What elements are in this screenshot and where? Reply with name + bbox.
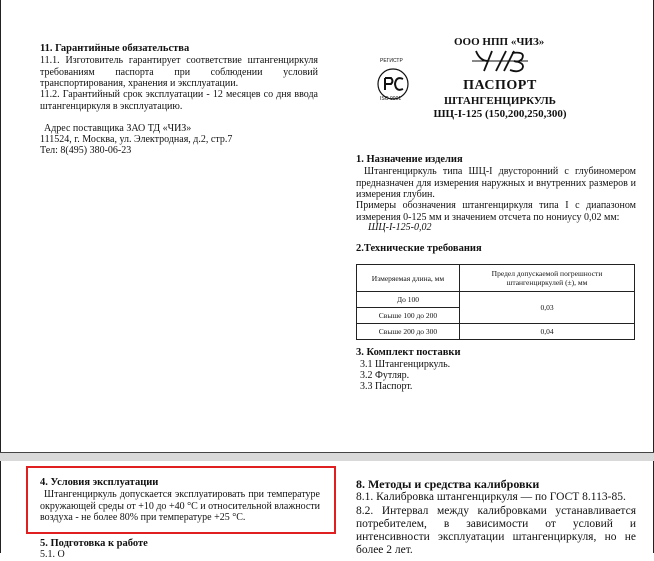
section5-text: 5.1. О xyxy=(40,549,65,560)
cert-top-label: РЕГИСТР xyxy=(380,58,403,64)
operating-conditions-paragraph: Штангенциркуль допускается эксплуатировать при температуре окружающей среды от +10 до +40 °С и относительной влажности воздуха - не более 80% при температуре +25 °С. xyxy=(40,489,320,523)
table-cell-value: 0,04 xyxy=(460,324,635,340)
supplier-address-line-2: 111524, г. Москва, ул. Электродная, д.2, стр.7 xyxy=(40,134,233,145)
list-item: 3.2 Футляр. xyxy=(360,370,410,381)
table-header-length: Измеряемая длина, мм xyxy=(357,265,460,292)
table-header-error: Предел допускаемой погрешности штангенциркулей (±), мм xyxy=(460,265,635,292)
calibration-paragraph-1: 8.1. Калибровка штангенциркуля — по ГОСТ 8.113-85. xyxy=(356,491,626,503)
purpose-paragraph: Штангенциркуль типа ШЦ-I двусторонний с глубиномером предназначен для измерения наружных и внутренних размеров и измерения глубин. xyxy=(356,166,636,200)
designation-example: ШЦ-I-125-0,02 xyxy=(368,222,432,233)
tech-requirements-table xyxy=(356,264,635,340)
supplier-phone: Тел: 8(495) 380-06-23 xyxy=(40,145,132,156)
document-title: ПАСПОРТ xyxy=(463,78,537,93)
guarantee-paragraph-2: 11.2. Гарантийный срок эксплуатации - 12 месяцев со дня ввода штангенциркуля в эксплуатацию. xyxy=(40,89,318,112)
section8-title: 8. Методы и средства калибровки xyxy=(356,477,540,491)
designation-paragraph: Примеры обозначения штангенциркуля типа I с диапазоном измерения 0-125 мм и значением отсчета по нониусу 0,02 мм: xyxy=(356,200,636,223)
table-cell-value: 0,03 xyxy=(460,292,635,324)
cert-mid-label xyxy=(393,76,394,77)
table-row-label: До 100 xyxy=(357,292,460,308)
guarantee-paragraph-1: 11.1. Изготовитель гарантирует соответствие штангенциркуля требованиям паспорта при соблюдении условий транспортирования, хранения и эксплуатации. xyxy=(40,55,318,89)
product-model: ШЦ-I-125 (150,200,250,300) xyxy=(433,108,567,120)
supplier-address-line-1: Адрес поставщика ЗАО ТД «ЧИЗ» xyxy=(44,123,192,134)
section3-title: 3. Комплект поставки xyxy=(356,347,461,358)
section4-title: 4. Условия эксплуатации xyxy=(40,477,159,488)
company-name: ООО НПП «ЧИЗ» xyxy=(454,36,545,48)
company-logo xyxy=(470,47,530,73)
table-row-label: Свыше 200 до 300 xyxy=(357,324,460,340)
section5-title: 5. Подготовка к работе xyxy=(40,538,148,549)
page-separator xyxy=(0,452,654,461)
section1-title: 1. Назначение изделия xyxy=(356,154,463,165)
calibration-paragraph-2: 8.2. Интервал между калибровками устанавливается потребителем, в зависимости от условий и интенсивности эксплуатации штангенциркуля, но не более 2 лет. xyxy=(356,505,636,556)
list-item: 3.1 Штангенциркуль. xyxy=(360,359,451,370)
product-name: ШТАНГЕНЦИРКУЛЬ xyxy=(444,95,556,107)
chiz-logo-icon xyxy=(470,47,530,73)
table-row-label: Свыше 100 до 200 xyxy=(357,308,460,324)
cert-bottom-label: ISO 9001 xyxy=(380,96,402,102)
list-item: 3.3 Паспорт. xyxy=(360,381,413,392)
section2-title: 2.Технические требования xyxy=(356,243,482,254)
section11-title: 11. Гарантийные обязательства xyxy=(40,43,190,54)
